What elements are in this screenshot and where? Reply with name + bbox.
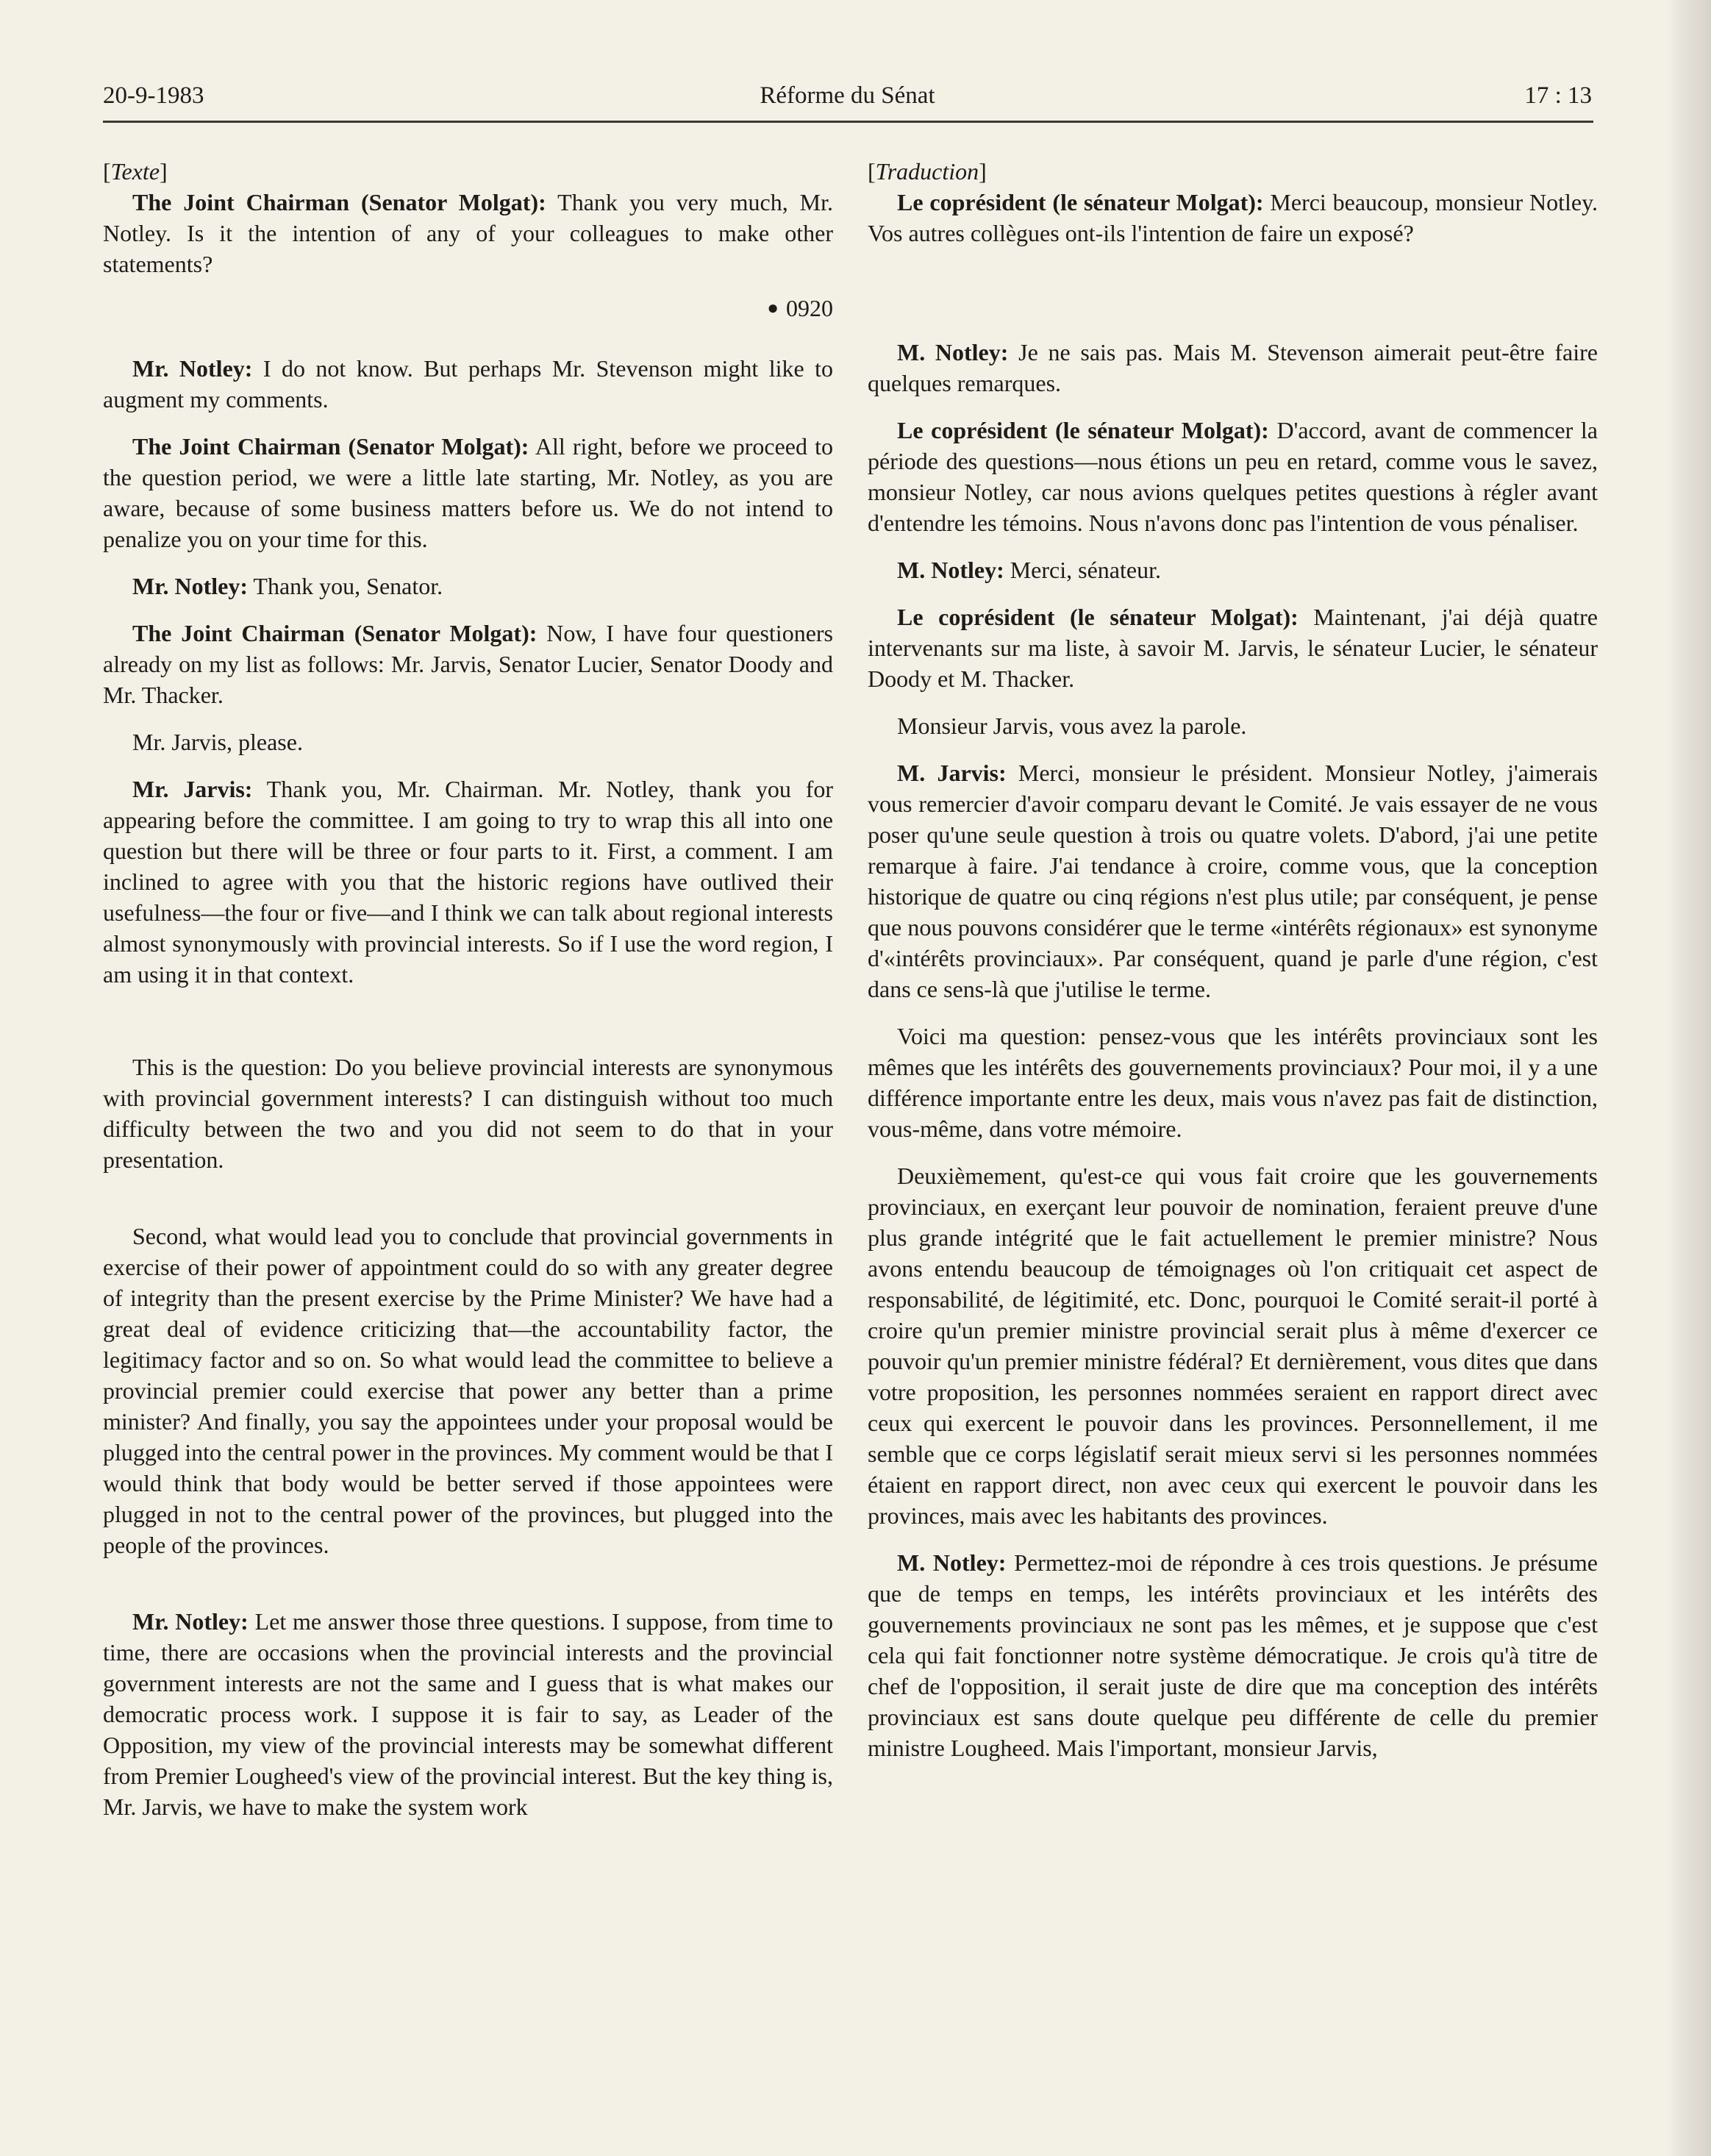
english-column <box>103 156 833 1822</box>
paragraph: Mr. Jarvis, please. <box>132 729 303 755</box>
header-title: Réforme du Sénat <box>760 82 935 109</box>
bullet-icon: ● <box>767 297 779 318</box>
paragraph <box>103 1606 833 1822</box>
speech-text: D'accord, avant de commencer la période des questions—nous étions un peu en retard, comme vous le savez, monsieur Notley, car nous avions quelques petites questions à régler avant d'entendre les témoins. Nous n'avons donc pas l'intention de vous pénaliser. <box>868 417 1599 536</box>
speaker-name: Mr. Notley: <box>132 1608 249 1635</box>
header-page-number: 17 : 13 <box>1524 82 1592 109</box>
paragraph <box>868 602 1598 694</box>
speaker-name: M. Notley: <box>897 339 1009 365</box>
section-tag: [Traduction] <box>868 158 987 185</box>
speaker-name: The Joint Chairman (Senator Molgat): <box>132 189 546 215</box>
paragraph <box>103 571 833 602</box>
speech-text: Let me answer those three questions. I suppose, from time to time, there are occasions when the provincial interests and the provincial government interests are not the same and I guess that is what makes our democratic process work. I suppose it is fair to say, as Leader of the Opposition, my view of the provincial interests may be somewhat different from Premier Lougheed's view of the provincial interest. But the key thing is, Mr. Jarvis, we have to make the system work <box>103 1608 834 1820</box>
section-tag: [Texte] <box>103 158 168 185</box>
timestamp: ● 0920 <box>767 295 833 321</box>
speaker-name: M. Notley: <box>897 557 1004 583</box>
paragraph: Second, what would lead you to conclude that provincial governments in exercise of their power of appointment could do so with any greater degree of integrity than the present exercise by the Prime Minister? We have had a great deal of evidence criticizing that—the accountability factor, the legitimacy factor and so on. So what would lead the committee to believe a provincial premier could exercise that power any better than a prime minister? And finally, you say the appointees under your proposal would be plugged into the central power in the provinces. My comment would be that I would think that body would be better served if those appointees were plugged in not to the central power of the provinces, but plugged into the people of the provinces. <box>103 1223 833 1558</box>
speaker-name: M. Notley: <box>897 1549 1007 1576</box>
speech-text: Thank you, Senator. <box>247 573 443 599</box>
paragraph: Deuxièmement, qu'est-ce qui vous fait croire que les gouvernements provinciaux, en exerçant leur pouvoir de nomination, feraient preuve d'une plus grande intégrité que le fait actuellement le premier ministre? Nous avons entendu beaucoup de témoignages où l'on critiquait cet aspect de responsabilité, de légitimité, etc. Donc, pourquoi le Comité serait-il porté à croire qu'un premier ministre provincial serait plus à même d'exercer ce pouvoir qu'un premier ministre fédéral? Et dernièrement, vous dites que dans votre proposition, les personnes nommées seraient en rapport direct avec ceux qui exercent le pouvoir dans les provinces. Personnellement, il me semble que ce corps législatif serait mieux servi si les personnes nommées étaient en rapport direct, non avec ceux qui exercent le pouvoir dans les provinces, mais avec les habitants des provinces. <box>868 1163 1598 1529</box>
speech-text: I do not know. But perhaps Mr. Stevenson might like to augment my comments. <box>103 355 833 413</box>
speech-text: Thank you very much, Mr. Notley. Is it the intention of any of your colleagues to make other statements? <box>103 189 834 277</box>
speech-text: Thank you, Mr. Chairman. Mr. Notley, thank you for appearing before the committee. I am going to try to wrap this all into one question but there will be three or four parts to it. First, a comment. I am inclined to agree with you that the historic regions have outlived their usefulness—the four or five—and I think we can talk about regional interests almost synonymously with provincial interests. So if I use the word region, I am using it in that context. <box>103 776 834 988</box>
paragraph <box>868 757 1598 1004</box>
paragraph <box>103 774 833 990</box>
speech-text: Merci, monsieur le président. Monsieur Notley, j'aimerais vous remercier d'avoir comparu devant le Comité. Je vais essayer de ne vous poser qu'une seule question à trois ou quatre volets. D'abord, j'ai une petite remarque à faire. J'ai tendance à croire, comme vous, que la conception historique de quatre ou cinq régions n'est plus utile; par conséquent, je pense que nous pouvons considérer que le terme «intérêts régionaux» est synonyme d'«intérêts provinciaux». Par conséquent, quand je parle d'une région, c'est dans ce sens-là que j'utilise le terme. <box>868 760 1599 1002</box>
paragraph <box>868 415 1598 538</box>
speaker-name: Le coprésident (le sénateur Molgat): <box>897 189 1264 215</box>
speaker-name: The Joint Chairman (Senator Molgat): <box>132 620 537 646</box>
speech-text: Now, I have four questioners already on my list as follows: Mr. Jarvis, Senator Lucier, Senator Doody and Mr. Thacker. <box>103 620 834 708</box>
speech-text: Merci beaucoup, monsieur Notley. Vos autres collègues ont-ils l'intention de faire un exposé? <box>868 189 1599 246</box>
running-header <box>103 82 1592 121</box>
page-edge-shadow <box>1667 0 1711 2156</box>
paragraph: Voici ma question: pensez-vous que les intérêts provinciaux sont les mêmes que les intérêts des gouvernements provinciaux? Pour moi, il y a une différence importante entre les deux, mais vous n'avez pas fait de distinction, vous-même, dans votre mémoire. <box>868 1023 1598 1142</box>
speaker-name: The Joint Chairman (Senator Molgat): <box>132 433 529 460</box>
header-date: 20-9-1983 <box>103 82 204 109</box>
speech-text: All right, before we proceed to the question period, we were a little late starting, Mr. Notley, as you are aware, because of some business matters before us. We do not intend to penalize you on your time for this. <box>103 433 834 552</box>
speech-text: Je ne sais pas. Mais M. Stevenson aimerait peut-être faire quelques remarques. <box>868 339 1599 396</box>
speaker-name: Mr. Notley: <box>132 573 248 599</box>
paragraph <box>103 187 833 279</box>
header-rule <box>103 121 1593 123</box>
speech-text: Merci, sénateur. <box>1004 557 1161 583</box>
speech-text: Permettez-moi de répondre à ces trois questions. Je présume que de temps en temps, les intérêts provinciaux et les intérêts des gouvernements provinciaux ne sont pas les mêmes, et je suppose que c'est cela qui fait fonctionner notre système démocratique. Je crois qu'à titre de chef de l'opposition, il serait juste de dire que ma conception des intérêts provinciaux est sans doute quelque peu différente de celle du premier ministre Lougheed. Mais l'important, monsieur Jarvis, <box>868 1549 1599 1761</box>
french-column <box>868 156 1598 1763</box>
paragraph <box>103 353 833 415</box>
paragraph <box>103 431 833 554</box>
speaker-name: Le coprésident (le sénateur Molgat): <box>897 604 1299 630</box>
paragraph <box>868 187 1598 249</box>
paragraph <box>868 1547 1598 1763</box>
paragraph <box>103 618 833 710</box>
paragraph <box>868 554 1598 585</box>
paragraph: Monsieur Jarvis, vous avez la parole. <box>897 713 1247 739</box>
speaker-name: M. Jarvis: <box>897 760 1007 786</box>
speaker-name: Le coprésident (le sénateur Molgat): <box>897 417 1269 443</box>
paragraph <box>868 337 1598 399</box>
speech-text: Maintenant, j'ai déjà quatre intervenants sur ma liste, à savoir M. Jarvis, le sénateur Lucier, le sénateur Doody et M. Thacker. <box>868 604 1598 692</box>
paragraph: This is the question: Do you believe provincial interests are synonymous with provincial government interests? I can distinguish without too much difficulty between the two and you did not seem to do that in your presentation. <box>103 1054 833 1173</box>
speaker-name: Mr. Notley: <box>132 355 253 382</box>
speaker-name: Mr. Jarvis: <box>132 776 253 802</box>
